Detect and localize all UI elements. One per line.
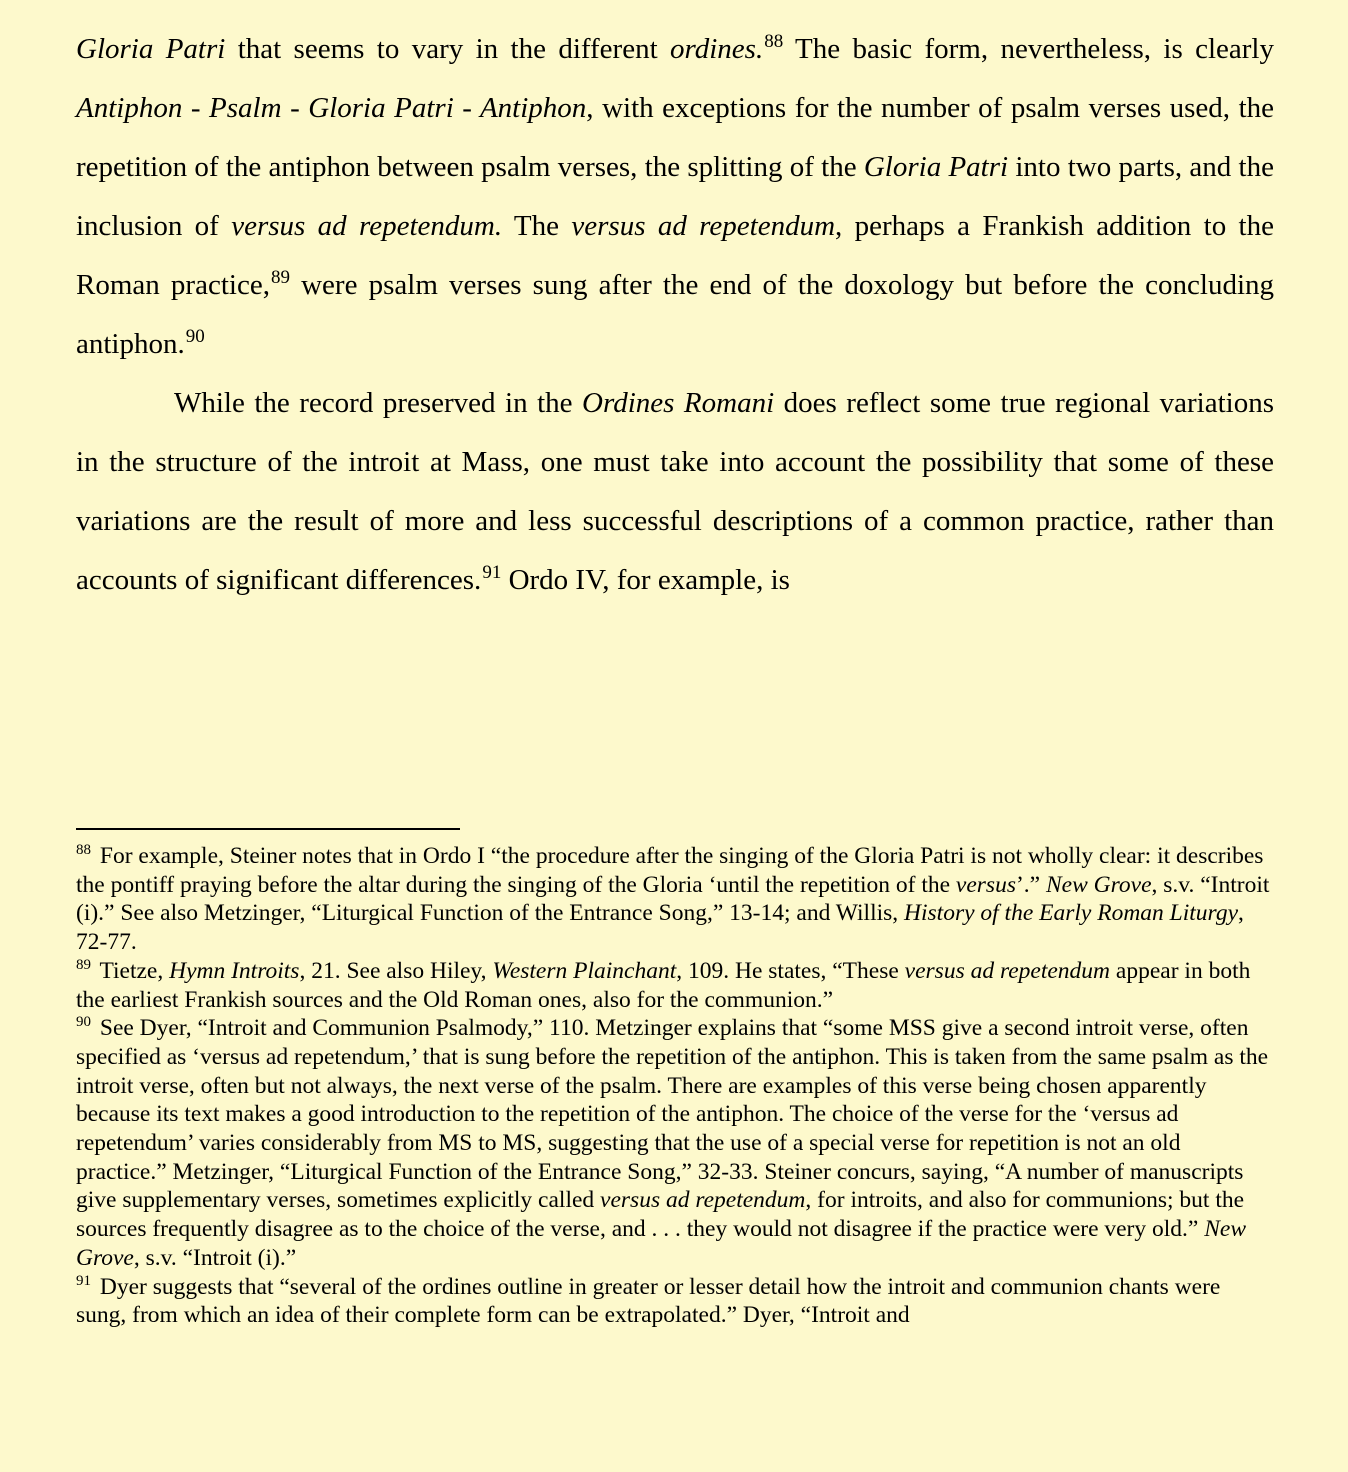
footnote-ref-90[interactable]: 90 bbox=[185, 326, 205, 347]
footnote-91: $^{91}$ Dyer suggests that “several of the ordines outline in greater or lesser detail how the introit and communion chants were sung, from which an idea of their complete form can be extrapolated.” Dyer, “Introit and bbox=[76, 1272, 1221, 1329]
footnote-88: $^{88}$ For example, Steiner notes that in Ordo I “the procedure after the singing of the Gloria Patri is not wholly clear: it describes the pontiff praying before the altar during the singing of the Gloria ‘until the repetition of the versus’.” New Grove, s.v. “Introit (i).” See also Metzinger, “Liturgical Function of the Entrance Song,” 13-14; and Willis, History of the Early Roman Liturgy, 72-77. bbox=[76, 842, 1270, 956]
paragraph-1: Gloria Patri that seems to vary in the different ordines.$^{88}$ The basic form, nevertheless, is clearly Antiphon - Psalm - Gloria Patri - Antiphon, with exceptions for the number of psalm verses used, the repetition of the antiphon between psalm verses, the splitting of the Gloria Patri into two parts, and the inclusion of versus ad repetendum. The versus ad repetendum, perhaps a Frankish addition to the Roman practice,$^{89}$ were psalm verses sung after the end of the doxology but before the concluding antiphon.$^{90}$ bbox=[76, 31, 1275, 360]
footnote-ref-89[interactable]: 89 bbox=[270, 267, 290, 288]
italic-term: ordines. bbox=[670, 33, 764, 65]
footnote-ref-91[interactable]: 91 bbox=[482, 562, 502, 583]
footnote-number: 88 bbox=[76, 842, 91, 858]
footnote-separator bbox=[76, 828, 460, 830]
italic-term: Gloria Patri bbox=[76, 33, 226, 65]
footnote-90: $^{90}$ See Dyer, “Introit and Communion Psalmody,” 110. Metzinger explains that “some MSS give a second introit verse, often specified as ‘versus ad repetendum,’ that is sung before the repetition of the antiphon. This is taken from the same psalm as the introit verse, often but not always, the next verse of the psalm. There are examples of this verse being chosen apparently because its text makes a good introduction to the repetition of the antiphon. The choice of the verse for the ‘versus ad repetendum’ varies considerably from MS to MS, suggesting that the use of a special verse for repetition is not an old practice.” Metzinger, “Liturgical Function of the Entrance Song,” 32-33. Steiner concurs, saying, “A number of manuscripts give supplementary verses, sometimes explicitly called versus ad repetendum, for introits, and also for communions; but the sources frequently disagree as to the choice of the verse, and . . . they would not disagree if the practice were very old.” New Grove, s.v. “Introit (i).” bbox=[76, 1014, 1269, 1271]
footnote-ref-88[interactable]: 88 bbox=[764, 31, 784, 52]
paragraph-2: While the record preserved in the Ordines Romani does reflect some true regional variations in the structure of the introit at Mass, one must take into account the possibility that some of these variations are the result of more and less successful descriptions of a common practice, rather than accounts of significant differences.$^{91}$ Ordo IV, for example, is bbox=[76, 387, 1275, 596]
footnote-number: 89 bbox=[76, 956, 91, 973]
footnote-number: 90 bbox=[76, 1014, 91, 1031]
footnote-number: 91 bbox=[76, 1272, 91, 1289]
italic-term: Gloria Patri bbox=[863, 151, 1009, 183]
italic-term: versus ad repetendum. bbox=[231, 210, 503, 242]
footnotes bbox=[76, 842, 1274, 1330]
body-text bbox=[76, 20, 1274, 610]
footnote-89: $^{89}$ Tietze, Hymn Introits, 21. See also Hiley, Western Plainchant, 109. He states, “These versus ad repetendum appear in both the earliest Frankish sources and the Old Roman ones, also for the communion.” bbox=[76, 956, 1251, 1013]
italic-term: versus ad repetendum bbox=[571, 210, 836, 242]
italic-term: Ordines Romani bbox=[582, 387, 775, 419]
italic-term: Antiphon - Psalm - Gloria Patri - Antiphon bbox=[76, 92, 587, 124]
